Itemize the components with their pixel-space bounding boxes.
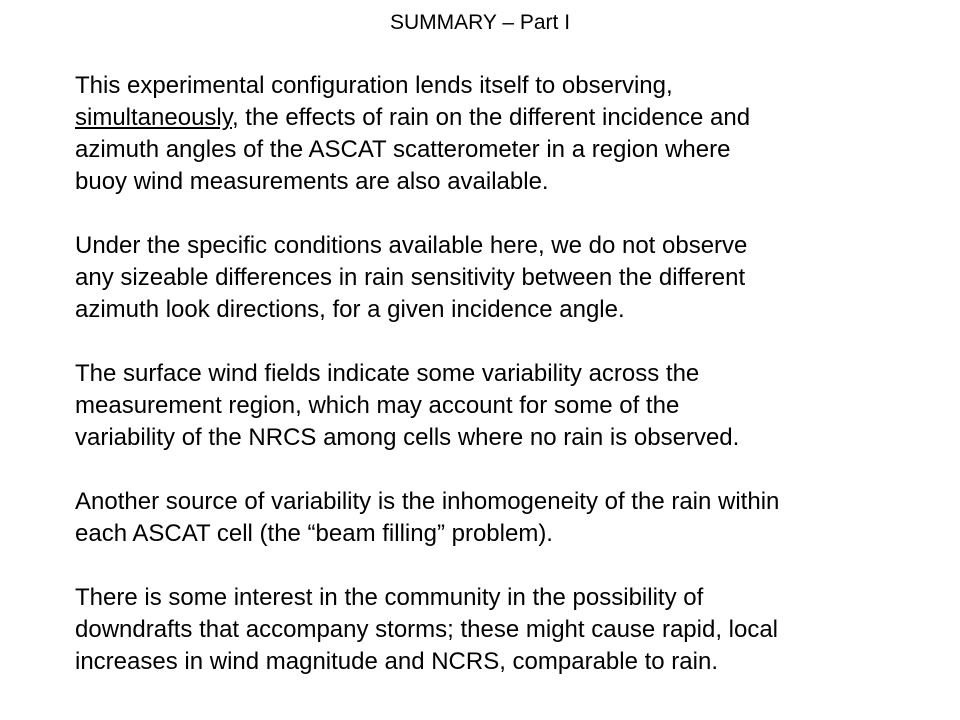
slide-title: SUMMARY – Part I [389,11,571,34]
text-line: The surface wind fields indicate some variability across the [75,360,700,387]
text-line: each ASCAT cell (the “beam filling” problem). [75,520,553,547]
text-line: buoy wind measurements are also available. [75,168,549,195]
paragraph-rain-sensitivity [75,230,945,326]
text-line: increases in wind magnitude and NCRS, comparable to rain. [75,648,718,675]
text-line: Another source of variability is the inhomogeneity of the rain within [75,488,780,515]
text-line: This experimental configuration lends itself to observing, [75,72,673,99]
text-line: azimuth look directions, for a given incidence angle. [75,296,625,323]
text-line: measurement region, which may account for some of the [75,392,680,419]
paragraph-downdrafts [75,582,945,678]
text-line: There is some interest in the community in the possibility of [75,584,704,611]
text-line: Under the specific conditions available here, we do not observe [75,232,748,259]
text-fragment: , the effects of rain on the different incidence and [231,104,751,131]
paragraph-wind-variability [75,358,945,454]
text-line: azimuth angles of the ASCAT scatterometer in a region where [75,136,731,163]
text-line: variability of the NRCS among cells where no rain is observed. [75,424,740,451]
paragraph-beam-filling [75,486,945,550]
underlined-word: simultaneously [75,104,232,131]
text-line [75,102,945,134]
paragraph-observation-setup [75,70,945,198]
text-line: any sizeable differences in rain sensitivity between the different [75,264,746,291]
summary-body [75,70,945,710]
text-line: downdrafts that accompany storms; these might cause rapid, local [75,616,779,643]
